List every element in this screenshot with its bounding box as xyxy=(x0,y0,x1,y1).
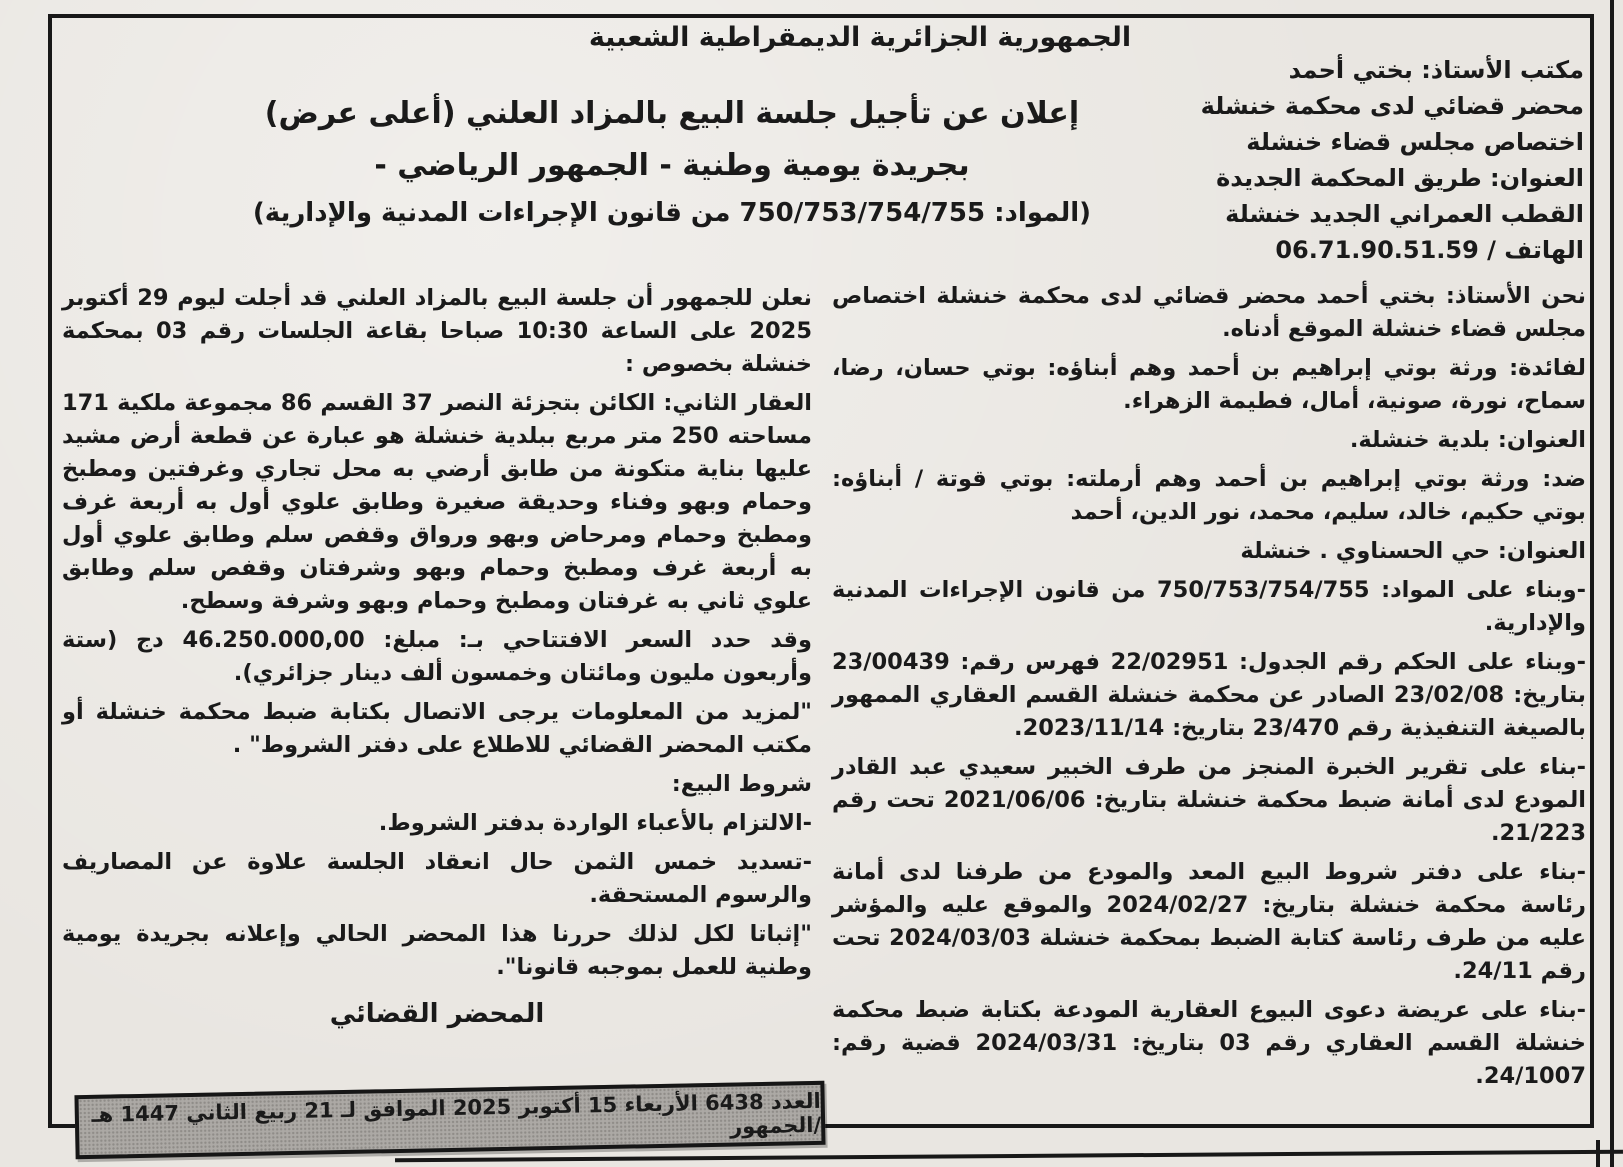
left-column xyxy=(62,282,812,1031)
sale-terms-heading: شروط البيع: xyxy=(671,771,812,797)
sale-term-charges: -الالتزام بالأعباء الواردة بدفتر الشروط. xyxy=(378,810,812,836)
clause-bailiff-identity: نحن الأستاذ: بختي أحمد محضر قضائي لدى محكمة خنشلة اختصاص مجلس قضاء خنشلة الموقع أدناه. xyxy=(832,283,1586,342)
more-information-note: "لمزيد من المعلومات يرجى الاتصال بكتابة ضبط محكمة خنشلة أو مكتب المحضر القضائي للاطلاع على دفتر الشروط" . xyxy=(62,699,812,758)
clause-petition-reference: -بناء على عريضة دعوى البيوع العقارية المودعة بكتابة ضبط محكمة خنشلة القسم العقاري رقم 03 بتاريخ: 2024/03/31 قضية رقم: 24/1007. xyxy=(832,997,1586,1089)
clause-defendants-address: العنوان: حي الحسناوي . خنشلة xyxy=(1240,538,1586,564)
next-ad-top-rule xyxy=(395,1150,1623,1163)
postponement-notice: نعلن للجمهور أن جلسة البيع بالمزاد العلني قد أجلت ليوم 29 أكتوبر 2025 على الساعة 10:30 صباحا بقاعة الجلسات رقم 03 بمحكمة خنشلة بخصوص : xyxy=(62,285,812,377)
clause-expert-report: -بناء على تقرير الخبرة المنجز من طرف الخبير سعيدي عبد القادر المودع لدى أمانة ضبط محكمة خنشلة بتاريخ: 2021/06/06 تحت رقم 21/223. xyxy=(832,754,1587,846)
clause-legal-articles: -وبناء على المواد: 750/753/754/755 من قانون الإجراءات المدنية والإدارية. xyxy=(832,577,1586,636)
office-line-function: محضر قضائي لدى محكمة خنشلة xyxy=(1200,92,1584,120)
attestation-statement: "إثباتا لكل لذلك حررنا هذا المحضر الحالي وإعلانه بجريدة يومية وطنية للعمل بموجبه قانونا". xyxy=(62,921,812,980)
announcement-title: إعلان عن تأجيل جلسة البيع بالمزاد العلني (أعلى عرض) xyxy=(264,96,1080,131)
announcement-legal-articles: (المواد: 750/753/754/755 من قانون الإجراءات المدنية والإدارية) xyxy=(252,198,1092,228)
issue-date-text: العدد 6438 الأربعاء 15 أكتوبر 2025 الموافق لـ 21 ربيع الثاني 1447 هـ /الجمهور xyxy=(91,1088,822,1139)
bailiff-signature: المحضر القضائي xyxy=(329,999,545,1029)
office-line-address2: القطب العمراني الجديد خنشلة xyxy=(1225,200,1584,228)
property-description: العقار الثاني: الكائن بتجزئة النصر 37 القسم 86 مجموعة ملكية 171 مساحته 250 متر مربع ببلدية خنشلة هو عبارة عن قطعة أرض مشيد عليها بناية متكونة من طابق أرضي به محل تجاري وغرفتين ومطبخ وحمام وبهو وفناء وحديقة صغيرة وطابق علوي أول به أربعة غرف ومطبخ وحمام ومرحاض وبهو ورواق وقفص سلم وطابق علوي أول به أربعة غرف ومطبخ وحمام وبهو وشرفتان وقفص سلم وطابق علوي ثاني به غرفتان ومطبخ وحمام وبهو وشرفة وسطح. xyxy=(62,390,813,614)
office-line-jurisdiction: اختصاص مجلس قضاء خنشلة xyxy=(1246,128,1584,156)
office-line-phone: الهاتف / 06.71.90.51.59 xyxy=(1275,236,1584,264)
republic-header: الجمهورية الجزائرية الديمقراطية الشعبية xyxy=(588,22,1132,53)
office-line-address1: العنوان: طريق المحكمة الجديدة xyxy=(1216,164,1584,192)
announcement-subtitle-journal: بجريدة يومية وطنية - الجمهور الرياضي - xyxy=(374,148,970,183)
clause-beneficiaries: لفائدة: ورثة بوتي إبراهيم بن أحمد وهم أبناؤه: بوتي حسان، رضا، سماح، نورة، صونية، أمال، فطيمة الزهراء. xyxy=(832,355,1586,414)
opening-price: وقد حدد السعر الافتتاحي بـ: مبلغ: 46.250.000,00 دج (ستة وأربعون مليون ومائتان وخمسون ألف دينار جزائري). xyxy=(62,627,813,686)
office-line-name: مكتب الأستاذ: بختي أحمد xyxy=(1288,56,1584,84)
adjacent-column-rule xyxy=(1610,0,1614,1167)
sale-term-payment: -تسديد خمس الثمن حال انعقاد الجلسة علاوة عن المصاريف والرسوم المستحقة. xyxy=(62,849,812,908)
issue-date-bar xyxy=(74,1081,825,1159)
clause-judgment-reference: -وبناء على الحكم رقم الجدول: 22/02951 فهرس رقم: 23/00439 بتاريخ: 23/02/08 الصادر عن محكمة خنشلة القسم العقاري الممهور بالصيغة التنفيذية رقم 23/470 بتاريخ: 2023/11/14. xyxy=(832,649,1587,741)
clause-sale-conditions-register: -بناء على دفتر شروط البيع المعد والمودع من طرفنا لدى أمانة رئاسة محكمة خنشلة بتاريخ: 2024/02/27 والموقع عليه والمؤشر عليه من طرف رئاسة كتابة الضبط بمحكمة خنشلة 2024/03/03 تحت رقم 24/11. xyxy=(832,859,1586,984)
clause-defendants: ضد: ورثة بوتي إبراهيم بن أحمد وهم أرملته: بوتي قوتة / أبناؤه: بوتي حكيم، خالد، سليم، محمد، نور الدين، أحمد xyxy=(832,466,1586,525)
right-column xyxy=(832,280,1586,1099)
clause-beneficiaries-address: العنوان: بلدية خنشلة. xyxy=(1349,427,1586,453)
